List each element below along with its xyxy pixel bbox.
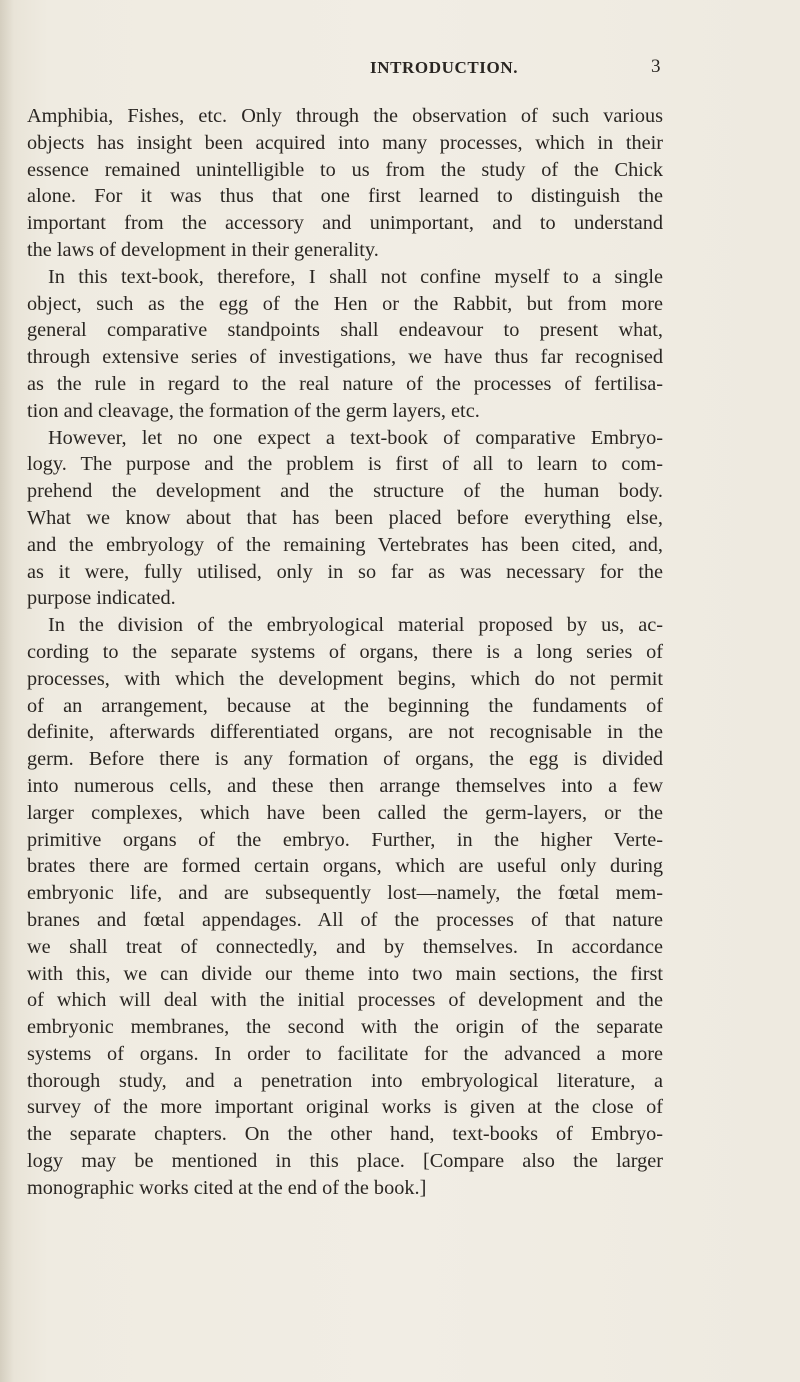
text-line: objects has insight been acquired into many processes, which in their — [27, 131, 663, 154]
text-line: definite, afterwards differentiated organs, are not recognisable in the — [27, 721, 663, 744]
text-line: with this, we can divide our theme into two main sections, the first — [27, 962, 663, 985]
paragraph — [27, 103, 663, 264]
text-line: of an arrangement, because at the beginning the fundaments of — [27, 694, 663, 717]
text-line: alone. For it was thus that one first learned to distinguish the — [27, 185, 663, 208]
text-line: monographic works cited at the end of the book.] — [27, 1176, 427, 1199]
text-line: However, let no one expect a text-book of comparative Embryo- — [48, 426, 663, 449]
text-line: In this text-book, therefore, I shall not confine myself to a single — [48, 265, 663, 288]
text-line: brates there are formed certain organs, which are useful only during — [27, 855, 663, 878]
text-line: purpose indicated. — [27, 587, 176, 610]
text-line: logy may be mentioned in this place. [Compare also the larger — [27, 1150, 663, 1173]
text-line: thorough study, and a penetration into embryological literature, a — [27, 1069, 663, 1092]
text-line: important from the accessory and unimportant, and to understand — [27, 212, 663, 235]
text-line: Amphibia, Fishes, etc. Only through the observation of such various — [27, 105, 663, 127]
text-line: as it were, fully utilised, only in so far as was necessary for the — [27, 560, 663, 583]
text-line: branes and fœtal appendages. All of the processes of that nature — [27, 908, 663, 931]
paragraph — [27, 612, 663, 1202]
text-line: primitive organs of the embryo. Further, in the higher Verte- — [27, 828, 663, 851]
page-number: 3 — [651, 56, 661, 77]
text-line: embryonic life, and are subsequently lost—namely, the fœtal mem- — [27, 882, 663, 905]
text-line: germ. Before there is any formation of organs, the egg is divided — [27, 748, 663, 771]
text-line: the laws of development in their generality. — [27, 238, 379, 261]
text-line: processes, with which the development begins, which do not permit — [27, 667, 663, 690]
text-line: tion and cleavage, the formation of the germ layers, etc. — [27, 399, 480, 422]
text-line: larger complexes, which have been called the germ-layers, or the — [27, 801, 663, 824]
text-line: essence remained unintelligible to us from the study of the Chick — [27, 158, 663, 181]
text-line: What we know about that has been placed before everything else, — [27, 506, 663, 529]
page-header — [0, 58, 800, 86]
running-title: INTRODUCTION. — [370, 58, 519, 77]
text-line: we shall treat of connectedly, and by themselves. In accordance — [27, 935, 663, 958]
text-line: In the division of the embryological material proposed by us, ac- — [48, 614, 663, 637]
text-line: cording to the separate systems of organs, there is a long series of — [27, 640, 663, 663]
text-line: embryonic membranes, the second with the origin of the separate — [27, 1016, 663, 1039]
paragraph — [27, 264, 663, 425]
paragraph — [27, 425, 663, 613]
text-line: object, such as the egg of the Hen or the Rabbit, but from more — [27, 292, 663, 315]
text-line: of which will deal with the initial processes of development and the — [27, 989, 663, 1012]
text-line: prehend the development and the structure of the human body. — [27, 480, 663, 503]
text-line: logy. The purpose and the problem is first of all to learn to com- — [27, 453, 663, 476]
page-gutter-shadow — [0, 0, 14, 1382]
text-line: and the embryology of the remaining Vertebrates has been cited, and, — [27, 533, 663, 556]
text-line: into numerous cells, and these then arrange themselves into a few — [27, 774, 663, 797]
text-line: as the rule in regard to the real nature of the processes of fertilisa- — [27, 372, 663, 395]
body-text — [27, 103, 663, 1202]
text-line: the separate chapters. On the other hand, text-books of Embryo- — [27, 1123, 663, 1146]
text-line: survey of the more important original works is given at the close of — [27, 1096, 663, 1119]
text-line: systems of organs. In order to facilitate for the advanced a more — [27, 1042, 663, 1065]
text-line: general comparative standpoints shall endeavour to present what, — [27, 319, 663, 342]
text-line: through extensive series of investigations, we have thus far recognised — [27, 346, 663, 369]
